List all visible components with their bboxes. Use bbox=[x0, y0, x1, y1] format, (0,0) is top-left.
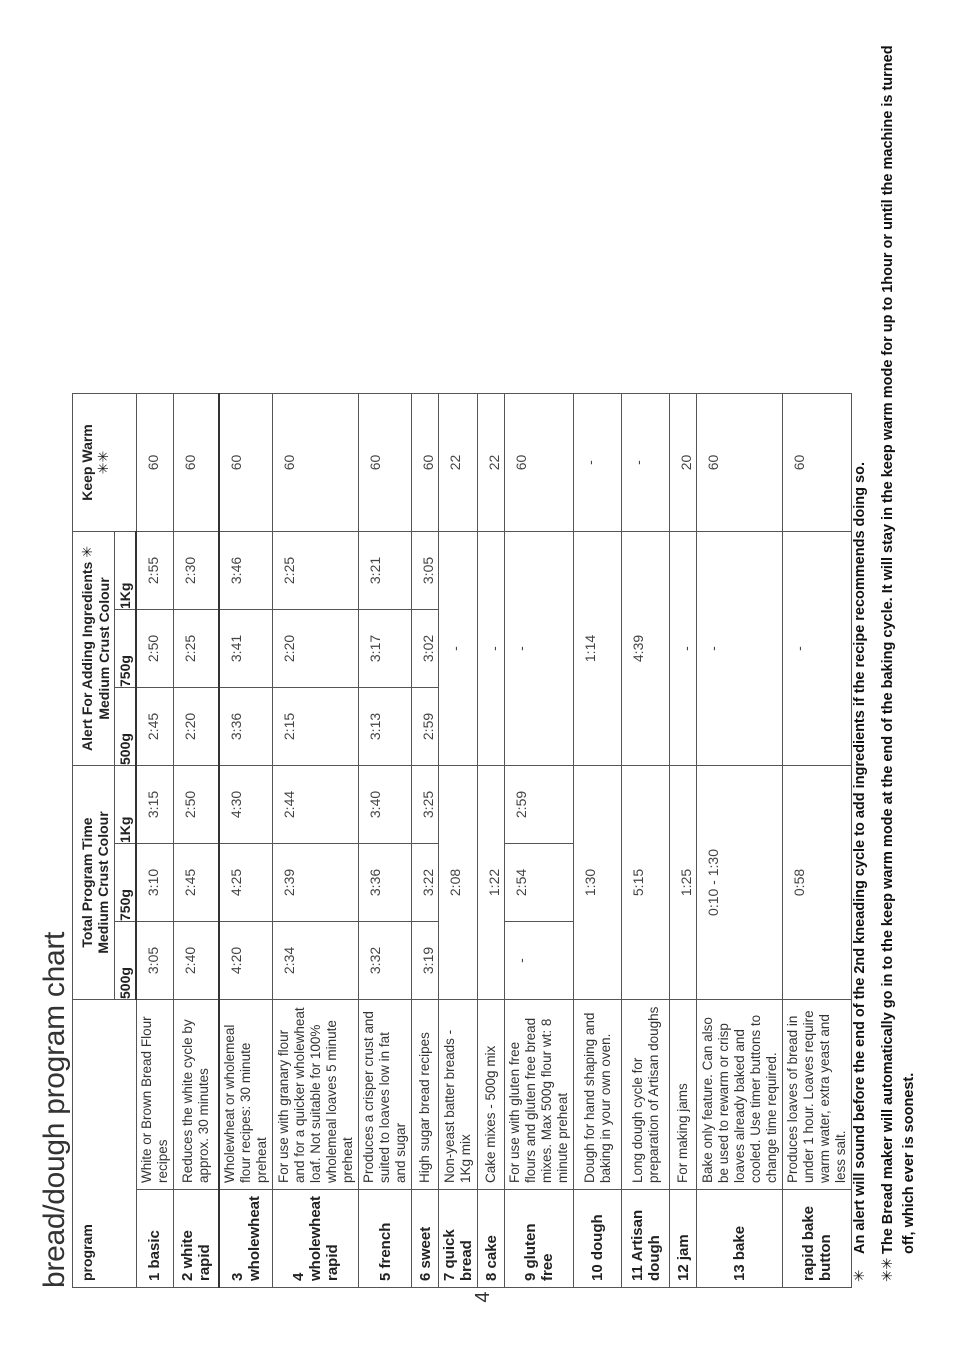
alert-time: 1:14 bbox=[574, 531, 622, 765]
total-750g: 2:39 bbox=[273, 843, 359, 921]
program-name: 7 quick bread bbox=[439, 1189, 478, 1287]
program-chart-table bbox=[72, 393, 852, 1288]
program-name: 11 Artisan dough bbox=[622, 1189, 670, 1287]
keep-warm-value: 60 bbox=[412, 393, 439, 531]
alert-750g: 2:25 bbox=[173, 609, 219, 687]
table-row bbox=[273, 393, 359, 1287]
double-asterisk-icon: ✳✳ bbox=[880, 1257, 896, 1282]
footnote-alert bbox=[850, 52, 871, 1282]
header-alert-sub: Medium Crust Colour bbox=[96, 577, 112, 720]
alert-time: - bbox=[783, 531, 852, 765]
total-1kg: 4:30 bbox=[219, 765, 273, 843]
alert-1kg: 2:30 bbox=[173, 531, 219, 609]
program-description: Long dough cycle for preparation of Artisan doughs bbox=[622, 999, 670, 1189]
table-row bbox=[783, 393, 852, 1287]
size-header: 500g bbox=[115, 921, 137, 999]
table-row bbox=[359, 393, 412, 1287]
alert-500g: 2:20 bbox=[173, 687, 219, 765]
table-row bbox=[478, 393, 505, 1287]
header-keep-warm bbox=[73, 393, 137, 531]
alert-time: - bbox=[505, 531, 574, 765]
keep-warm-value: 20 bbox=[670, 393, 697, 531]
program-name: 13 bake bbox=[697, 1189, 783, 1287]
keep-warm-value: - bbox=[622, 393, 670, 531]
program-name: 9 gluten free bbox=[505, 1189, 574, 1287]
footnote-text: An alert will sound before the end of the 2nd kneading cycle to add ingredients if the recipe recommends doing so. bbox=[852, 462, 868, 1254]
total-750g: 3:36 bbox=[359, 843, 412, 921]
table-row bbox=[439, 393, 478, 1287]
total-1kg: 2:50 bbox=[173, 765, 219, 843]
keep-warm-value: 60 bbox=[273, 393, 359, 531]
program-name: rapid bake button bbox=[783, 1189, 852, 1287]
alert-750g: 2:50 bbox=[136, 609, 173, 687]
alert-750g: 2:20 bbox=[273, 609, 359, 687]
keep-warm-value: 22 bbox=[478, 393, 505, 531]
total-500g: 2:40 bbox=[173, 921, 219, 999]
program-name: 3 wholewheat bbox=[219, 1189, 273, 1287]
program-description: Reduces the white cycle by approx. 30 minutes bbox=[173, 999, 219, 1189]
total-750g: 3:22 bbox=[412, 843, 439, 921]
program-description: For use with gluten free flours and gluten free bread mixes. Max 500g flour wt: 8 minute preheat bbox=[505, 999, 574, 1189]
program-name: 4 wholewheat rapid bbox=[273, 1189, 359, 1287]
total-500g: 2:34 bbox=[273, 921, 359, 999]
alert-time: - bbox=[478, 531, 505, 765]
program-name: 12 jam bbox=[670, 1189, 697, 1287]
keep-warm-value: 60 bbox=[219, 393, 273, 531]
alert-1kg: 2:25 bbox=[273, 531, 359, 609]
total-500g: 3:05 bbox=[136, 921, 173, 999]
program-description: Non-yeast batter breads - 1Kg mix bbox=[439, 999, 478, 1189]
total-750g: 3:10 bbox=[136, 843, 173, 921]
alert-1kg: 3:21 bbox=[359, 531, 412, 609]
alert-time: - bbox=[670, 531, 697, 765]
size-header: 1Kg bbox=[115, 765, 137, 843]
program-description: High sugar bread recipes bbox=[412, 999, 439, 1189]
alert-750g: 3:02 bbox=[412, 609, 439, 687]
footnote-text: The Bread maker will automatically go in to the keep warm mode at the end of the baking cycle. It will stay in the keep warm mode for up to 1hour or until the machine is turned off, which ever is soonest. bbox=[880, 45, 917, 1254]
total-1kg: 2:59 bbox=[505, 765, 574, 843]
alert-1kg: 3:05 bbox=[412, 531, 439, 609]
program-description: For use with granary flour and for a quicker wholewheat loaf. Not suitable for 100% wholemeal loaves 5 minute preheat bbox=[273, 999, 359, 1189]
keep-warm-value: 60 bbox=[173, 393, 219, 531]
keep-warm-value: 60 bbox=[505, 393, 574, 531]
total-time: 1:22 bbox=[478, 765, 505, 999]
alert-750g: 3:17 bbox=[359, 609, 412, 687]
total-500g: - bbox=[505, 921, 574, 999]
total-time: 0:10 - 1:30 bbox=[697, 765, 783, 999]
total-500g: 4:20 bbox=[219, 921, 273, 999]
header-total-time-sub: Medium Crust Colour bbox=[95, 811, 111, 954]
table-row bbox=[173, 393, 219, 1287]
total-500g: 3:32 bbox=[359, 921, 412, 999]
total-1kg: 2:44 bbox=[273, 765, 359, 843]
table-row bbox=[697, 393, 783, 1287]
total-750g: 2:45 bbox=[173, 843, 219, 921]
program-name: 10 dough bbox=[574, 1189, 622, 1287]
table-row bbox=[574, 393, 622, 1287]
total-time: 1:30 bbox=[574, 765, 622, 999]
total-750g: 2:54 bbox=[505, 843, 574, 921]
alert-500g: 2:45 bbox=[136, 687, 173, 765]
header-keep-warm-mark: ✳✳ bbox=[95, 450, 111, 475]
program-description: Produces loaves of bread in under 1 hour. Loaves require warm water, extra yeast and less salt. bbox=[783, 999, 852, 1189]
total-time: 0:58 bbox=[783, 765, 852, 999]
header-total-time-label: Total Program Time bbox=[79, 817, 95, 948]
page-number: 4 bbox=[472, 1291, 494, 1303]
total-750g: 4:25 bbox=[219, 843, 273, 921]
total-time: 2:08 bbox=[439, 765, 478, 999]
alert-1kg: 3:46 bbox=[219, 531, 273, 609]
total-time: 1:25 bbox=[670, 765, 697, 999]
keep-warm-value: 22 bbox=[439, 393, 478, 531]
program-description: Cake mixes - 500g mix bbox=[478, 999, 505, 1189]
asterisk-icon: ✳ bbox=[852, 1269, 868, 1282]
size-header: 750g bbox=[115, 609, 137, 687]
program-name: 1 basic bbox=[136, 1189, 173, 1287]
keep-warm-value: 60 bbox=[359, 393, 412, 531]
program-name: 2 white rapid bbox=[173, 1189, 219, 1287]
total-time: 5:15 bbox=[622, 765, 670, 999]
header-keep-warm-label: Keep Warm bbox=[79, 424, 95, 501]
table-row bbox=[219, 393, 273, 1287]
keep-warm-value: 60 bbox=[136, 393, 173, 531]
program-description: White or Brown Bread Flour recipes bbox=[136, 999, 173, 1189]
header-program: program bbox=[73, 999, 137, 1287]
header-alert-label: Alert For Adding Ingredients ✳ bbox=[79, 546, 95, 751]
alert-1kg: 2:55 bbox=[136, 531, 173, 609]
program-name: 5 french bbox=[359, 1189, 412, 1287]
table-row bbox=[622, 393, 670, 1287]
keep-warm-value: 60 bbox=[783, 393, 852, 531]
alert-time: - bbox=[439, 531, 478, 765]
alert-500g: 2:15 bbox=[273, 687, 359, 765]
alert-750g: 3:41 bbox=[219, 609, 273, 687]
size-header: 500g bbox=[115, 687, 137, 765]
table-row bbox=[505, 393, 574, 1287]
keep-warm-value: 60 bbox=[697, 393, 783, 531]
alert-500g: 2:59 bbox=[412, 687, 439, 765]
program-description: Produces a crisper crust and suited to loaves low in fat and sugar bbox=[359, 999, 412, 1189]
header-alert bbox=[73, 531, 115, 765]
total-1kg: 3:15 bbox=[136, 765, 173, 843]
alert-time: 4:39 bbox=[622, 531, 670, 765]
keep-warm-value: - bbox=[574, 393, 622, 531]
program-description: For making jams bbox=[670, 999, 697, 1189]
page-title: bread/dough program chart bbox=[38, 931, 71, 1288]
program-name: 6 sweet bbox=[412, 1189, 439, 1287]
table-row bbox=[412, 393, 439, 1287]
size-header: 750g bbox=[115, 843, 137, 921]
program-description: Dough for hand shaping and baking in your own oven. bbox=[574, 999, 622, 1189]
table-row bbox=[670, 393, 697, 1287]
total-1kg: 3:25 bbox=[412, 765, 439, 843]
total-1kg: 3:40 bbox=[359, 765, 412, 843]
alert-500g: 3:13 bbox=[359, 687, 412, 765]
alert-time: - bbox=[697, 531, 783, 765]
size-header: 1Kg bbox=[115, 531, 137, 609]
program-name: 8 cake bbox=[478, 1189, 505, 1287]
program-description: Wholewheat or wholemeal flour recipes: 30 minute preheat bbox=[219, 999, 273, 1189]
program-description: Bake only feature. Can also be used to rewarm or crisp loaves already baked and cooled. Use timer buttons to change time required. bbox=[697, 999, 783, 1189]
table-row bbox=[136, 393, 173, 1287]
total-500g: 3:19 bbox=[412, 921, 439, 999]
alert-500g: 3:36 bbox=[219, 687, 273, 765]
header-total-time bbox=[73, 765, 115, 999]
footnote-keep-warm bbox=[878, 24, 920, 1282]
